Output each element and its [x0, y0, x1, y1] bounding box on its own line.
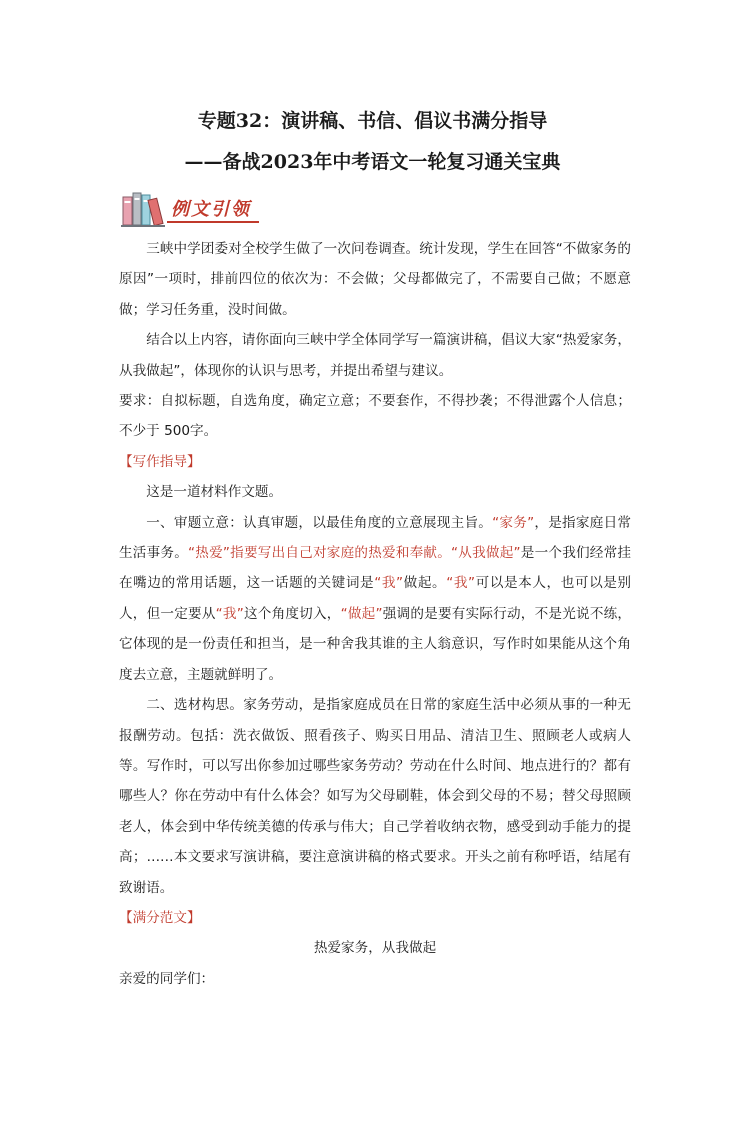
doc-title: 专题32：演讲稿、书信、倡议书满分指导 [197, 110, 548, 132]
guide-s1-text: 这个角度切入， [243, 605, 341, 622]
document-body [119, 234, 631, 994]
guide-s1-text: 做起。 [403, 575, 447, 592]
guide-s1-highlight: “我” [374, 575, 404, 592]
banner-label: 例文引领 [171, 199, 251, 220]
books-icon [121, 189, 167, 229]
guide-heading: 【写作指导】 [119, 453, 201, 470]
guide-s1-text: 可以是本人，也可以是别人，但一定要从 [119, 575, 632, 622]
guide-s1-text: 强调的是要有实际行动，不是光说不练，它体现的是一份责任和担当，是一种舍我其谁的主人翁意识，写作时如果能从这个角度去立意，主题就鲜明了。 [119, 605, 632, 683]
guide-s1-text: 一、审题立意：认真审题，以最佳角度的立意展现主旨。 [146, 514, 493, 531]
guide-s1-text: 是一个我们经常挂在嘴边的常用话题，这一话题的关键词是 [119, 545, 632, 592]
guide-s1-highlight: “热爱”指要写出自己对家庭的热爱和奉献。 [188, 545, 452, 562]
guide-section-1 [119, 508, 631, 690]
section-banner [121, 187, 261, 233]
guide-s1-highlight: “我” [215, 605, 244, 622]
doc-subtitle: ——备战2023年中考语文一轮复习通关宝典 [184, 151, 561, 173]
guide-section-2: 二、选材构思。家务劳动，是指家庭成员在日常的家庭生活中必须从事的一种无报酬劳动。包括：洗衣做饭、照看孩子、购买日用品、清洁卫生、照顾老人或病人等。写作时，可以写出你参加过哪些家务劳动？劳动在什么时间、地点进行的？都有哪些人？你在劳动中有什么体会？如写为父母刷鞋，体会到父母的不易；替父母照顾老人，体会到中华传统美德的传承与伟大；自己学着收纳衣物，感受到动手能力的提高；……本文要求写演讲稿，要注意演讲稿的格式要求。开头之前有称呼语，结尾有致谢语。 [119, 697, 631, 896]
guide-intro: 这是一道材料作文题。 [146, 484, 283, 501]
prompt-paragraph-1: 三峡中学团委对全校学生做了一次问卷调查。统计发现，学生在回答“不做家务的原因”一项时，排前四位的依次为：不会做；父母都做完了，不需要自己做；不愿意做；学习任务重，没时间做。 [119, 241, 631, 318]
prompt-requirements: 要求：自拟标题，自选角度，确定立意；不要套作，不得抄袭；不得泄露个人信息；不少于 500字。 [119, 393, 631, 440]
sample-heading: 【满分范文】 [119, 909, 201, 926]
guide-s1-text: ，是指家庭日常生活事务。 [119, 514, 632, 562]
sample-title: 热爱家务，从我做起 [313, 940, 437, 957]
guide-s1-highlight: “从我做起” [451, 545, 521, 562]
banner-underline [167, 221, 259, 223]
sample-greeting: 亲爱的同学们： [119, 970, 215, 987]
guide-s1-highlight: “家务” [492, 514, 535, 531]
guide-s1-highlight: “我” [446, 575, 476, 592]
prompt-paragraph-2: 结合以上内容，请你面向三峡中学全体同学写一篇演讲稿，倡议大家“热爱家务，从我做起”，体现你的认识与思考，并提出希望与建议。 [119, 332, 631, 379]
guide-s1-highlight: “做起” [340, 605, 383, 622]
